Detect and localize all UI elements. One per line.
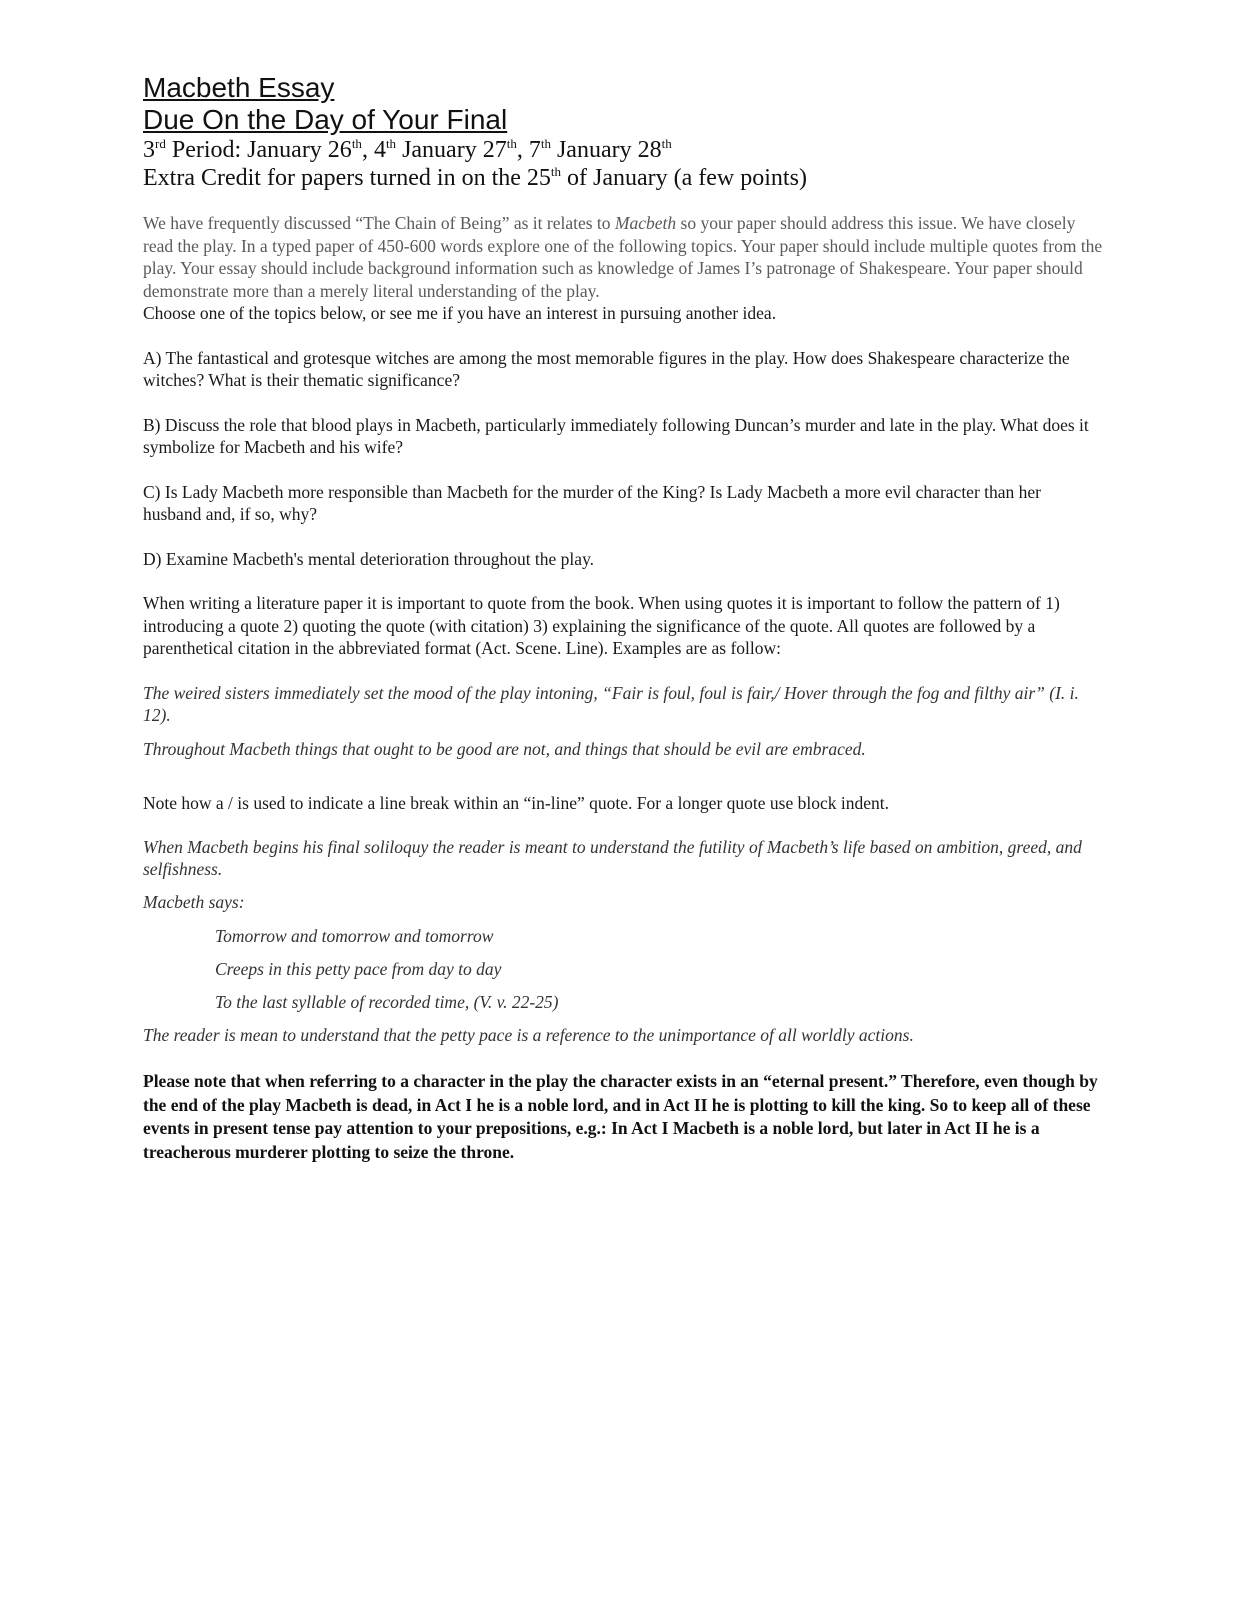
inline-quote-explanation: Throughout Macbeth things that ought to be good are not, and things that should be evil are embraced. bbox=[143, 738, 866, 759]
topic-a: A) The fantastical and grotesque witches are among the most memorable figures in the play. How does Shakespeare characterize the witches? What is their thematic significance? bbox=[143, 347, 1070, 390]
topic-b: B) Discuss the role that blood plays in Macbeth, particularly immediately following Duncan’s murder and late in the play. What does it symbolize for Macbeth and his wife? bbox=[143, 414, 1089, 457]
document-page bbox=[143, 72, 1103, 1164]
choose-topic-line: Choose one of the topics below, or see me if you have an interest in pursuing another idea. bbox=[143, 303, 777, 323]
block-quote-intro: When Macbeth begins his final soliloquy the reader is meant to understand the futility of Macbeth’s life based on ambition, greed, and selfishness. bbox=[143, 837, 1082, 879]
extra-credit-line: Extra Credit for papers turned in on the 25th of January (a few points) bbox=[143, 164, 807, 191]
topic-d: D) Examine Macbeth's mental deterioration throughout the play. bbox=[143, 548, 595, 569]
block-quote-line: Tomorrow and tomorrow and tomorrow bbox=[215, 926, 494, 946]
line-break-note: Note how a / is used to indicate a line break within an “in-line” quote. For a longer quote use block indent. bbox=[143, 792, 889, 813]
document-title: Macbeth Essay bbox=[143, 72, 335, 103]
block-quote-explanation: The reader is mean to understand that the petty pace is a reference to the unimportance of all worldly actions. bbox=[143, 1025, 914, 1045]
intro-paragraph: We have frequently discussed “The Chain of Being” as it relates to Macbeth so your paper should address this issue. We have closely read the play. In a typed paper of 450-600 words explore one of the following topics. Your paper should include multiple quotes from the play. Your essay should include background information such as knowledge of James I’s patronage of Shakespeare. Your paper should demonstrate more than a merely literal understanding of the play. bbox=[143, 213, 1103, 301]
block-quote-says: Macbeth says: bbox=[143, 892, 245, 912]
due-date-heading: Due On the Day of Your Final bbox=[143, 104, 508, 135]
block-quote-line: To the last syllable of recorded time, (V. v. 22-25) bbox=[215, 992, 559, 1012]
topic-c: C) Is Lady Macbeth more responsible than Macbeth for the murder of the King? Is Lady Macbeth a more evil character than her husband and, if so, why? bbox=[143, 481, 1041, 524]
quoting-guidelines: When writing a literature paper it is important to quote from the book. When using quotes it is important to follow the pattern of 1) introducing a quote 2) quoting the quote (with citation) 3) explaining the significance of the quote. All quotes are followed by a parenthetical citation in the abbreviated format (Act. Scene. Line). Examples are as follow: bbox=[143, 593, 1060, 658]
block-quote-line: Creeps in this petty pace from day to day bbox=[215, 959, 502, 979]
period-schedule: 3rd Period: January 26th, 4th January 27th, 7th January 28th bbox=[143, 136, 672, 163]
inline-quote-example: The weired sisters immediately set the mood of the play intoning, “Fair is foul, foul is fair,/ Hover through the fog and filthy air” (I. i. 12). bbox=[143, 682, 1079, 725]
present-tense-note: Please note that when referring to a character in the play the character exists in an “eternal present.” Therefore, even though by the end of the play Macbeth is dead, in Act I he is a noble lord, and in Act II he is plotting to kill the king. So to keep all of these events in present tense pay attention to your prepositions, e.g.: In Act I Macbeth is a noble lord, but later in Act II he is a treacherous murderer plotting to seize the throne. bbox=[143, 1071, 1098, 1162]
